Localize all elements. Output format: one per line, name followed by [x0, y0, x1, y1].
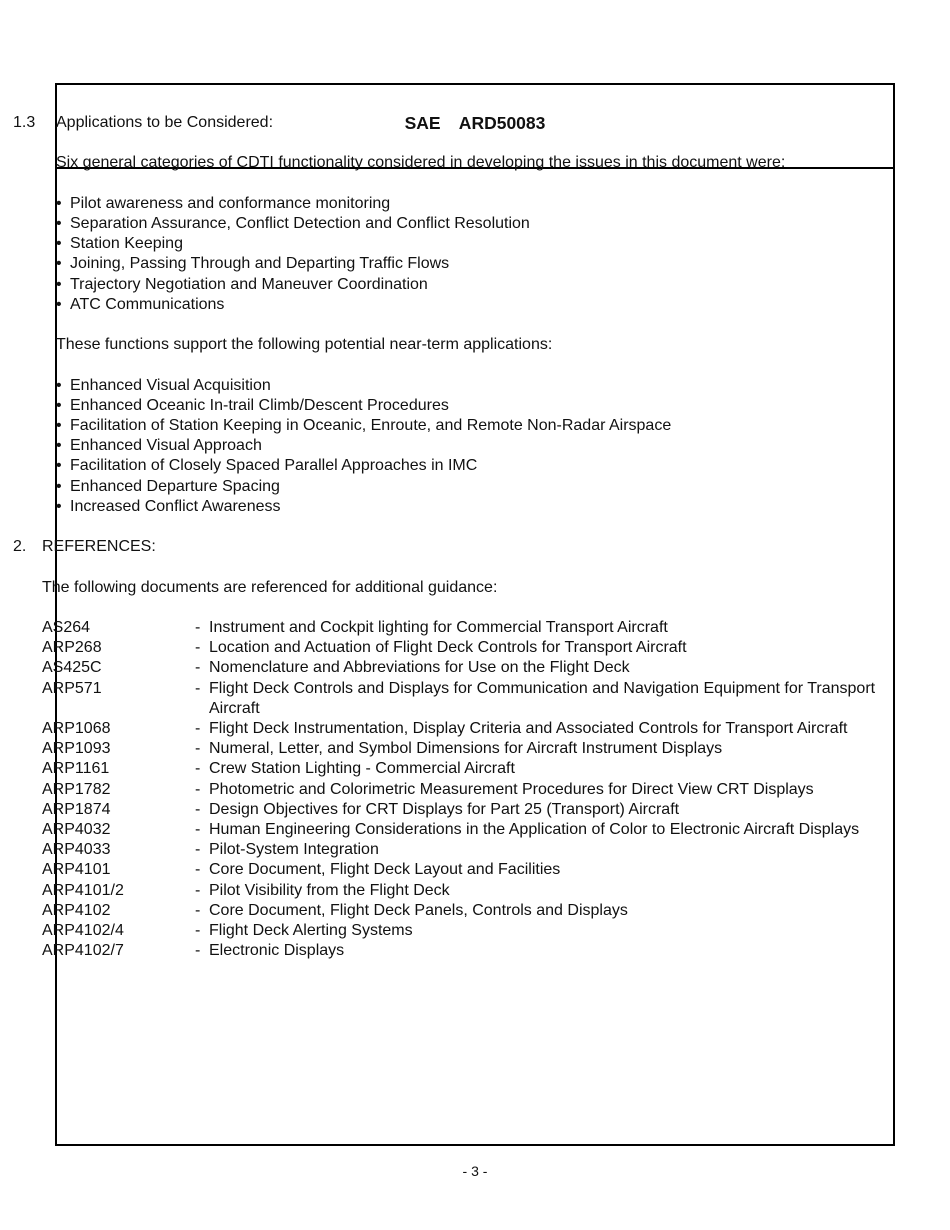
document-title: SAE ARD50083 — [404, 113, 546, 133]
reference-dash: - — [195, 942, 201, 960]
reference-description: Flight Deck Controls and Displays for Communication and Navigation Equipment for Transport Aircraft — [209, 679, 876, 717]
reference-dash: - — [195, 841, 201, 859]
reference-description: Pilot-System Integration — [209, 841, 379, 859]
reference-description: Flight Deck Alerting Systems — [209, 922, 413, 940]
categories-list — [56, 194, 920, 315]
list-item: • Enhanced Departure Spacing — [56, 477, 920, 497]
reference-row — [42, 840, 920, 860]
list-item: • Pilot awareness and conformance monitoring — [56, 194, 920, 214]
reference-dash: - — [195, 639, 201, 657]
reference-description: Flight Deck Instrumentation, Display Criteria and Associated Controls for Transport Aircraft — [209, 719, 848, 737]
list-item: • Joining, Passing Through and Departing Traffic Flows — [56, 254, 920, 274]
reference-dash: - — [195, 760, 201, 778]
reference-row — [42, 941, 920, 961]
document-body — [13, 113, 920, 961]
reference-id: ARP1782 — [42, 780, 111, 798]
reference-dash: - — [195, 679, 201, 697]
applications-intro: These functions support the following potential near-term applications: — [56, 336, 553, 354]
categories-intro: Six general categories of CDTI functionality considered in developing the issues in this document were: — [56, 154, 786, 172]
reference-id: ARP4101/2 — [42, 881, 124, 899]
reference-row — [42, 921, 920, 941]
reference-row — [42, 618, 920, 638]
reference-dash: - — [195, 659, 201, 677]
reference-id: ARP1161 — [42, 760, 110, 778]
reference-id: ARP1874 — [42, 800, 111, 818]
section-1-3-heading — [13, 113, 920, 133]
reference-row — [42, 638, 920, 658]
reference-id: ARP4102/7 — [42, 942, 124, 960]
list-item: • ATC Communications — [56, 295, 920, 315]
section-heading: REFERENCES: — [42, 538, 156, 556]
reference-description: Design Objectives for CRT Displays for Part 25 (Transport) Aircraft — [209, 800, 680, 818]
reference-description: Photometric and Colorimetric Measurement Procedures for Direct View CRT Displays — [209, 780, 814, 798]
reference-dash: - — [195, 922, 201, 940]
reference-id: ARP4032 — [42, 821, 111, 838]
reference-row — [42, 759, 920, 779]
section-number: 1.3 — [13, 114, 36, 131]
reference-row — [42, 780, 920, 800]
reference-id: ARP4101 — [42, 861, 111, 879]
list-item: • Facilitation of Station Keeping in Oceanic, Enroute, and Remote Non-Radar Airspace — [56, 416, 920, 436]
reference-row — [42, 820, 920, 840]
reference-row — [42, 739, 920, 759]
reference-dash: - — [195, 861, 201, 879]
reference-dash: - — [195, 901, 201, 919]
list-item: • Enhanced Visual Acquisition — [56, 376, 920, 396]
reference-id: ARP1093 — [42, 740, 111, 758]
reference-description: Location and Actuation of Flight Deck Controls for Transport Aircraft — [209, 639, 687, 657]
reference-row — [42, 679, 920, 719]
reference-row — [42, 881, 920, 901]
reference-dash: - — [195, 740, 201, 758]
reference-description: Pilot Visibility from the Flight Deck — [209, 881, 450, 899]
reference-id: ARP4102 — [42, 901, 111, 919]
reference-id: AS425C — [42, 659, 102, 677]
reference-dash: - — [195, 780, 201, 798]
list-item: • Enhanced Oceanic In-trail Climb/Descent Procedures — [56, 396, 920, 416]
reference-dash: - — [195, 618, 201, 636]
reference-id: ARP571 — [42, 679, 102, 697]
page-number: - 3 - — [462, 1163, 488, 1179]
reference-row — [42, 719, 920, 739]
reference-dash: - — [195, 821, 201, 838]
section-heading: Applications to be Considered: — [56, 114, 274, 131]
list-item: • Increased Conflict Awareness — [56, 497, 920, 517]
reference-description: Electronic Displays — [209, 942, 345, 960]
list-item: • Trajectory Negotiation and Maneuver Coordination — [56, 275, 920, 295]
reference-description: Numeral, Letter, and Symbol Dimensions for Aircraft Instrument Displays — [209, 740, 723, 758]
reference-id: ARP268 — [42, 639, 102, 657]
section-number: 2. — [13, 538, 27, 556]
reference-row — [42, 658, 920, 678]
references-intro: The following documents are referenced for additional guidance: — [42, 578, 498, 596]
reference-description: Crew Station Lighting - Commercial Aircraft — [209, 760, 515, 778]
reference-description: Core Document, Flight Deck Layout and Facilities — [209, 861, 561, 879]
list-item: • Separation Assurance, Conflict Detection and Conflict Resolution — [56, 214, 920, 234]
reference-description: Human Engineering Considerations in the Application of Color to Electronic Aircraft Displays — [209, 821, 860, 838]
reference-description: Nomenclature and Abbreviations for Use on the Flight Deck — [209, 659, 630, 677]
reference-row — [42, 800, 920, 820]
reference-description: Instrument and Cockpit lighting for Commercial Transport Aircraft — [209, 618, 668, 636]
reference-description: Core Document, Flight Deck Panels, Controls and Displays — [209, 901, 628, 919]
reference-id: ARP4102/4 — [42, 922, 124, 940]
reference-dash: - — [195, 719, 201, 737]
reference-dash: - — [195, 881, 201, 899]
section-2-heading — [13, 537, 920, 557]
list-item: • Station Keeping — [56, 234, 920, 254]
reference-row — [42, 901, 920, 921]
references-list — [42, 618, 920, 961]
applications-list — [56, 376, 920, 517]
reference-id: AS264 — [42, 618, 91, 636]
reference-dash: - — [195, 800, 201, 818]
list-item: • Facilitation of Closely Spaced Parallel Approaches in IMC — [56, 456, 920, 476]
reference-row — [42, 860, 920, 880]
list-item: • Enhanced Visual Approach — [56, 436, 920, 456]
reference-id: ARP1068 — [42, 719, 111, 737]
reference-id: ARP4033 — [42, 841, 111, 859]
